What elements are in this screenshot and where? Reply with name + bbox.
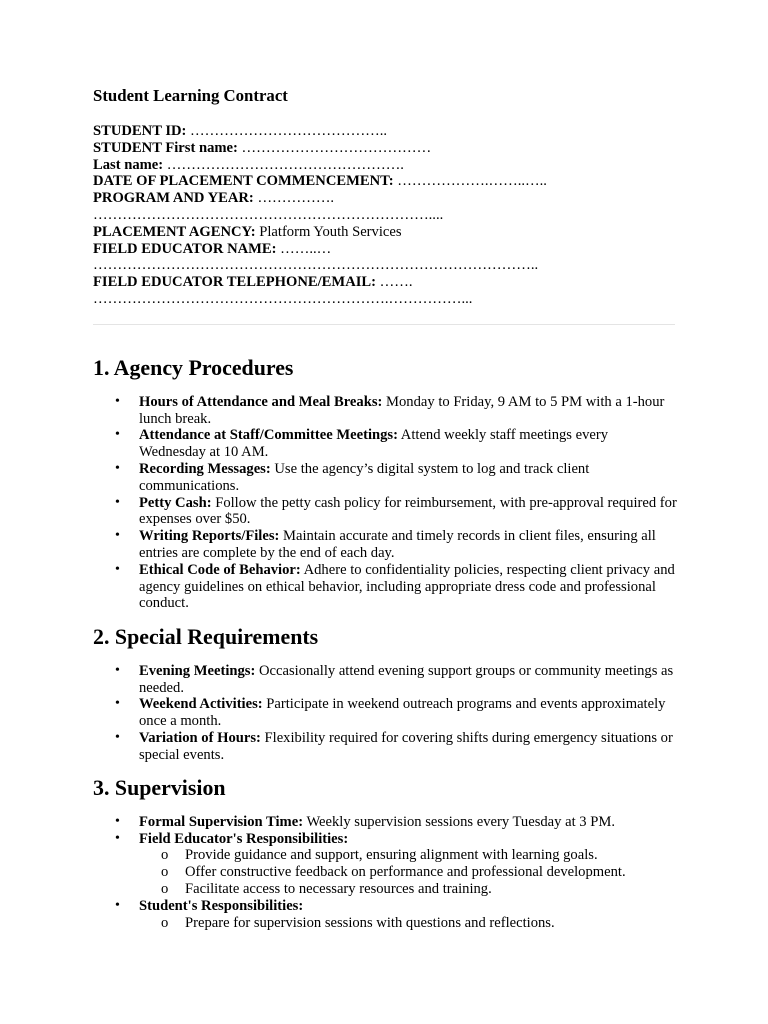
sub-list xyxy=(139,915,677,932)
field-value: ………………………………… xyxy=(237,139,432,156)
circle-bullet-icon: o xyxy=(161,847,169,864)
circle-bullet-icon: o xyxy=(161,864,169,881)
item-label: Attendance at Staff/Committee Meetings: xyxy=(139,427,398,444)
program-year-line xyxy=(93,190,677,207)
bullet-icon: • xyxy=(115,494,120,510)
item-text: Maintain accurate and timely records in client files, ensuring all entries are complete by the end of each day. xyxy=(139,528,656,561)
field-value: ………………………………….. xyxy=(186,123,388,139)
bullet-icon: • xyxy=(115,897,120,913)
field-label: PROGRAM AND YEAR: xyxy=(93,190,254,207)
item-label: Petty Cash: xyxy=(139,494,212,511)
sub-item-text: Offer constructive feedback on performance and professional development. xyxy=(185,864,626,881)
bullet-icon: • xyxy=(115,393,120,409)
field-educator-name-line xyxy=(93,241,677,258)
item-text: Monday to Friday, 9 AM to 5 PM with a 1-hour lunch break. xyxy=(139,393,665,427)
bullet-list xyxy=(93,663,677,764)
student-first-name-line xyxy=(93,140,677,157)
sub-item-text: Provide guidance and support, ensuring alignment with learning goals. xyxy=(185,847,598,864)
list-item xyxy=(93,528,677,562)
field-value: ……………………………………………………………………………….. xyxy=(93,257,539,274)
list-item xyxy=(93,394,677,428)
circle-bullet-icon: o xyxy=(161,880,169,897)
field-educator-contact-line xyxy=(93,274,677,291)
item-label: Variation of Hours: xyxy=(139,729,261,746)
item-label: Evening Meetings: xyxy=(139,662,256,679)
item-label: Recording Messages: xyxy=(139,460,271,477)
sub-list-item xyxy=(139,881,677,898)
list-item xyxy=(93,831,677,898)
bullet-icon: • xyxy=(115,427,120,443)
section-supervision xyxy=(93,775,677,931)
field-value: …………………………………………. xyxy=(163,156,404,173)
field-value: ……..… xyxy=(276,240,332,257)
sub-list xyxy=(139,847,677,897)
bullet-icon: • xyxy=(115,528,120,544)
document-title: Student Learning Contract xyxy=(93,86,288,105)
sub-list-item xyxy=(139,915,677,932)
list-item xyxy=(93,898,677,932)
item-text: Adhere to confidentiality policies, respecting client privacy and agency guidelines on ethical behavior, including appropriate dress code and professional conduct. xyxy=(139,561,675,612)
last-name-line xyxy=(93,157,677,174)
bullet-icon: • xyxy=(115,460,120,476)
section-heading: 2. Special Requirements xyxy=(93,624,319,649)
field-label: FIELD EDUCATOR TELEPHONE/EMAIL: xyxy=(93,274,377,291)
item-text: Participate in weekend outreach programs and events approximately once a month. xyxy=(139,696,666,730)
field-value: …………………………………………………………….... xyxy=(93,206,444,223)
field-value: ……………….……..….. xyxy=(393,173,547,190)
bullet-icon: • xyxy=(115,729,120,745)
placement-agency-line xyxy=(93,224,677,241)
list-item xyxy=(93,562,677,612)
field-label: FIELD EDUCATOR NAME: xyxy=(93,240,277,257)
field-value: ……. xyxy=(376,274,413,291)
list-item xyxy=(93,427,677,461)
circle-bullet-icon: o xyxy=(161,914,169,931)
sub-list-item xyxy=(139,864,677,881)
bullet-icon: • xyxy=(115,662,120,678)
bullet-icon: • xyxy=(115,830,120,846)
field-educator-name-continuation xyxy=(93,257,677,274)
student-details-block xyxy=(93,123,677,308)
bullet-list xyxy=(93,394,677,612)
item-text: Weekly supervision sessions every Tuesday at 3 PM. xyxy=(303,813,615,830)
list-item xyxy=(93,814,677,831)
list-item xyxy=(93,696,677,730)
item-text: Use the agency’s digital system to log and track client communications. xyxy=(139,460,590,494)
section-heading: 3. Supervision xyxy=(93,775,226,800)
field-educator-contact-continuation xyxy=(93,291,677,308)
item-text: Occasionally attend evening support groups or community meetings as needed. xyxy=(139,662,674,696)
field-value: ……………. xyxy=(253,190,335,207)
item-text: Attend weekly staff meetings every Wednesday at 10 AM. xyxy=(139,427,609,461)
item-label: Student's Responsibilities: xyxy=(139,897,304,914)
bullet-icon: • xyxy=(115,696,120,712)
field-label: STUDENT First name: xyxy=(93,139,238,156)
list-item xyxy=(93,495,677,529)
item-label: Writing Reports/Files: xyxy=(139,528,280,545)
section-agency-procedures xyxy=(93,355,677,612)
bullet-list xyxy=(93,814,677,932)
program-year-continuation xyxy=(93,207,677,224)
list-item xyxy=(93,461,677,495)
bullet-icon: • xyxy=(115,813,120,829)
item-label: Formal Supervision Time: xyxy=(139,813,304,830)
item-text: Follow the petty cash policy for reimbursement, with pre-approval required for expenses over $50. xyxy=(139,494,677,528)
list-item xyxy=(93,663,677,697)
field-label: PLACEMENT AGENCY: xyxy=(93,223,256,240)
field-value: …………………………………………………….……………... xyxy=(93,290,473,307)
item-label: Weekend Activities: xyxy=(139,696,263,713)
list-item xyxy=(93,730,677,764)
item-label: Field Educator's Responsibilities: xyxy=(139,830,349,847)
student-id-line xyxy=(93,123,677,140)
section-special-requirements xyxy=(93,624,677,764)
sub-item-text: Prepare for supervision sessions with questions and reflections. xyxy=(185,914,555,931)
field-label: Last name: xyxy=(93,156,164,173)
sub-list-item xyxy=(139,847,677,864)
section-heading: 1. Agency Procedures xyxy=(93,355,294,380)
field-label: DATE OF PLACEMENT COMMENCEMENT: xyxy=(93,173,394,190)
item-text: Flexibility required for covering shifts during emergency situations or special events. xyxy=(139,729,673,763)
item-label: Hours of Attendance and Meal Breaks: xyxy=(139,393,383,410)
item-label: Ethical Code of Behavior: xyxy=(139,561,301,578)
placement-date-line xyxy=(93,173,677,190)
bullet-icon: • xyxy=(115,561,120,577)
sub-item-text: Facilitate access to necessary resources and training. xyxy=(185,880,492,897)
field-value: Platform Youth Services xyxy=(255,223,402,240)
field-label: STUDENT ID: xyxy=(93,123,187,139)
horizontal-rule xyxy=(93,324,675,325)
